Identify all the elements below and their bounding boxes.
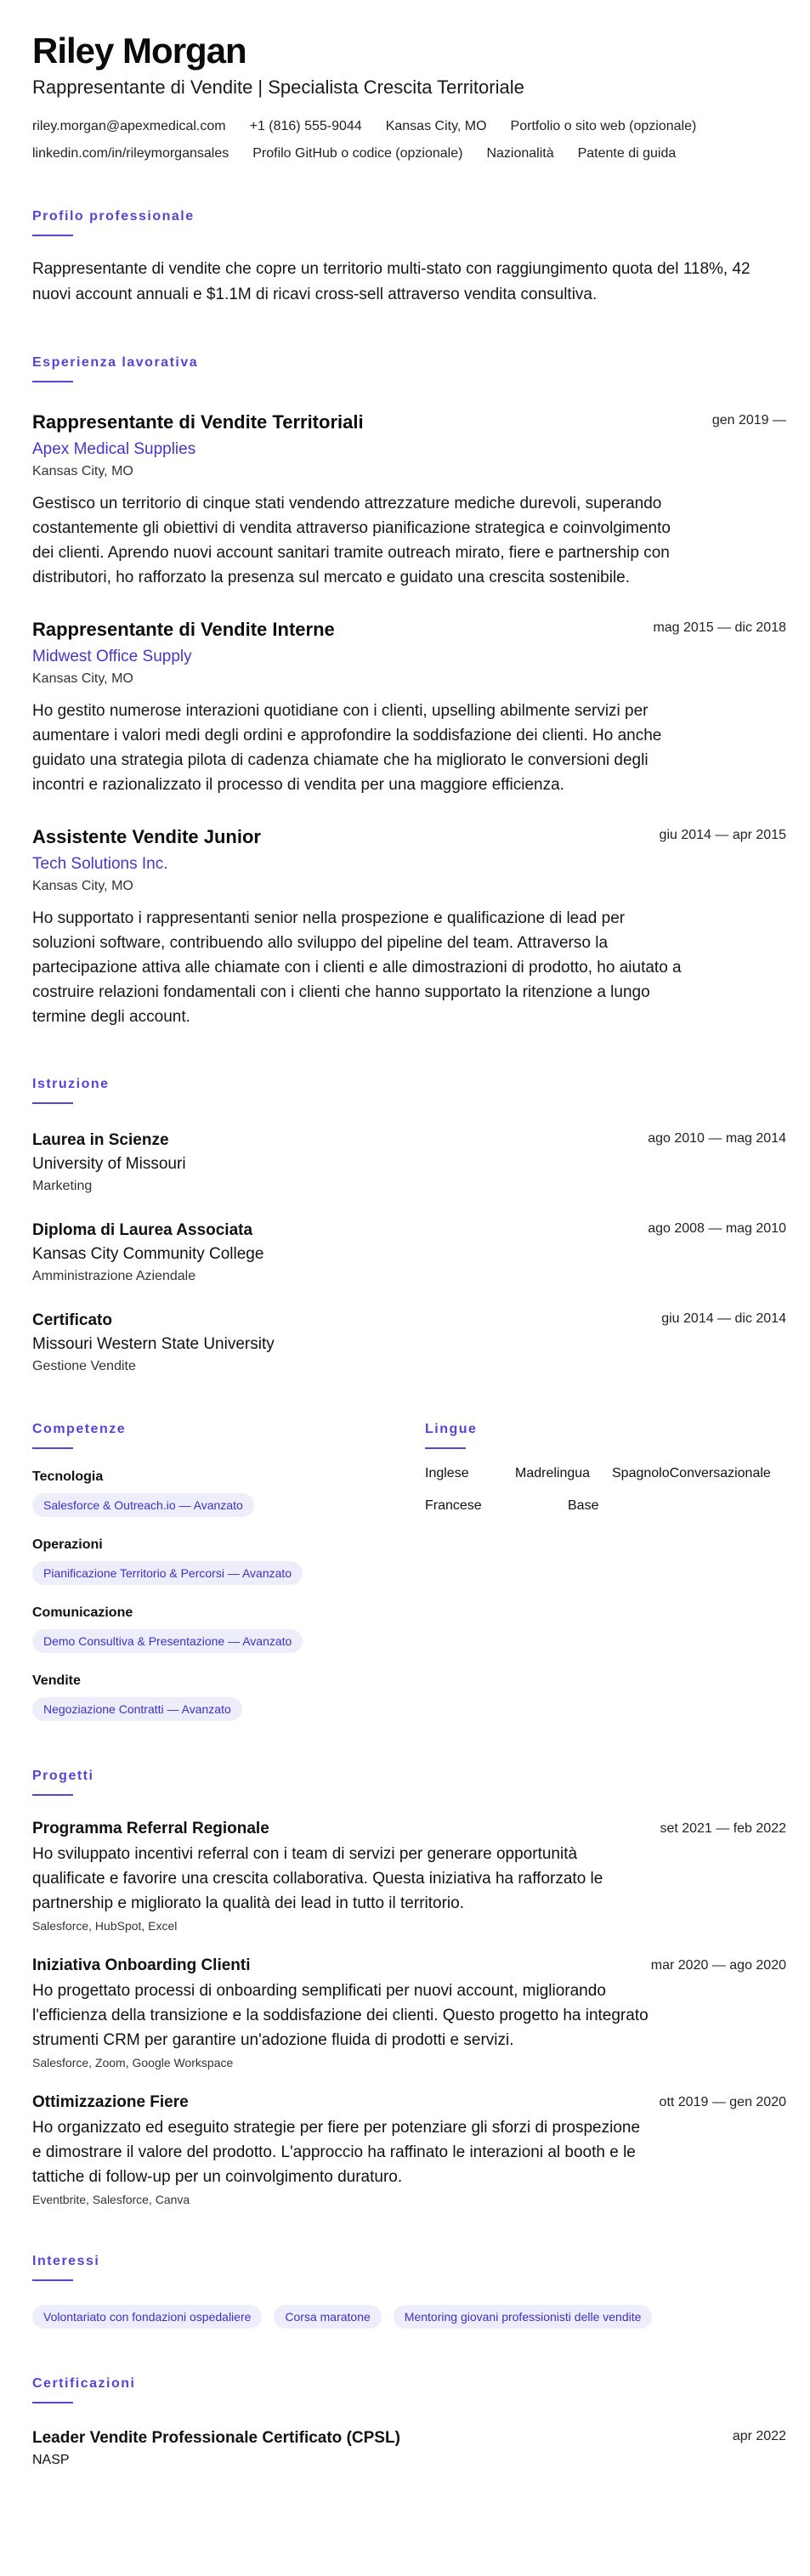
section-divider xyxy=(32,1794,73,1796)
language-name: Inglese xyxy=(425,1466,469,1480)
language-level: Base xyxy=(568,1498,599,1513)
interest-pill: Corsa maratone xyxy=(274,2305,381,2329)
skill-pill: Pianificazione Territorio & Percorsi — Avanzato xyxy=(32,1561,303,1585)
languages-section xyxy=(425,1422,786,1721)
project-title: Ottimizzazione Fiere xyxy=(32,2093,189,2111)
job-dates: gen 2019 — xyxy=(711,413,786,427)
job-company: Tech Solutions Inc. xyxy=(32,855,168,873)
project-description: Ho sviluppato incentivi referral con i team di servizi per generare opportunità qualificate e favorire una crescita collaborativa. Questa iniziativa ha rafforzato le partnership e migliorato la qualità dei lead in tutto il territorio. xyxy=(32,1845,603,1912)
projects-section xyxy=(32,1769,786,2206)
certification-entry xyxy=(32,2429,786,2468)
section-title-education: Istruzione xyxy=(32,1077,110,1091)
job-entry xyxy=(32,619,786,797)
skill-group-name: Tecnologia xyxy=(32,1469,104,1484)
job-description: Ho gestito numerose interazioni quotidiane con i clienti, upselling abilmente servizi per aumentare i valori medi degli ordini e approfondire la soddisfazione dei clienti. Ho anche guidato una strategia pilota di cadenza chiamate che ha migliorato le conversioni degli incontri e razionalizzato il processo di vendita per una maggiore efficienza. xyxy=(32,702,662,794)
education-dates: ago 2008 — mag 2010 xyxy=(648,1221,786,1236)
contact-list xyxy=(32,119,789,161)
section-divider xyxy=(32,2402,73,2403)
section-title-skills: Competenze xyxy=(32,1422,127,1436)
project-tools: Salesforce, Zoom, Google Workspace xyxy=(32,2056,234,2069)
job-dates: giu 2014 — apr 2015 xyxy=(659,828,786,842)
education-dates: giu 2014 — dic 2014 xyxy=(661,1311,786,1326)
skill-group xyxy=(32,1469,425,1517)
section-title-certifications: Certificazioni xyxy=(32,2376,136,2391)
interest-list xyxy=(32,2296,786,2329)
education-entry xyxy=(32,1311,786,1374)
skill-pill: Demo Consultiva & Presentazione — Avanzato xyxy=(32,1629,303,1653)
language-row xyxy=(425,1498,786,1514)
section-divider xyxy=(32,235,73,236)
education-degree: Laurea in Scienze xyxy=(32,1131,169,1149)
candidate-name: Riley Morgan xyxy=(32,31,246,71)
education-field: Marketing xyxy=(32,1179,93,1193)
profile-section xyxy=(32,209,786,308)
project-entry xyxy=(32,1956,786,2069)
section-divider xyxy=(32,2279,73,2281)
job-title: Rappresentante di Vendite Interne xyxy=(32,619,335,640)
education-school: Missouri Western State University xyxy=(32,1335,275,1353)
job-description: Gestisco un territorio di cinque stati vendendo attrezzature mediche durevoli, superando costantemente gli obiettivi di vendita attraverso pianificazione strategica e coinvolgimento dei clienti. Aprendo nuovi account sanitari tramite outreach mirato, fiere e partnership con distributori, ho rafforzato la presenza sul mercato e guidato una crescita sostenibile. xyxy=(32,495,671,586)
section-divider xyxy=(32,1447,73,1449)
job-title: Assistente Vendite Junior xyxy=(32,826,261,847)
project-description: Ho progettato processi di onboarding semplificati per nuovi account, migliorando l'efficienza della transizione e la soddisfazione dei clienti. Questo progetto ha integrato strumenti CRM per garantire un'adozione fluida di prodotti e servizi. xyxy=(32,1982,649,2049)
contact-linkedin[interactable]: linkedin.com/in/rileymorgansales xyxy=(32,146,229,161)
skills-languages-row xyxy=(32,1422,786,1721)
language-level: Madrelingua xyxy=(515,1466,591,1480)
contact-driving-license: Patente di guida xyxy=(577,146,677,161)
contact-email[interactable]: riley.morgan@apexmedical.com xyxy=(32,119,226,133)
skill-pill: Negoziazione Contratti — Avanzato xyxy=(32,1697,242,1721)
project-entry xyxy=(32,1820,786,1933)
resume-header xyxy=(32,31,786,161)
experience-section xyxy=(32,355,786,1029)
project-tools: Eventbrite, Salesforce, Canva xyxy=(32,2193,190,2206)
interest-pill: Volontariato con fondazioni ospedaliere xyxy=(32,2305,262,2329)
education-degree: Certificato xyxy=(32,1311,112,1329)
contact-portfolio[interactable]: Portfolio o sito web (opzionale) xyxy=(510,119,697,133)
section-divider xyxy=(32,1102,73,1104)
job-title: Rappresentante di Vendite Territoriali xyxy=(32,411,364,433)
education-field: Gestione Vendite xyxy=(32,1359,136,1373)
job-entry xyxy=(32,411,786,590)
contact-location: Kansas City, MO xyxy=(385,119,487,133)
contact-nationality: Nazionalità xyxy=(486,146,554,161)
education-degree: Diploma di Laurea Associata xyxy=(32,1221,253,1239)
project-title: Programma Referral Regionale xyxy=(32,1820,269,1837)
section-divider xyxy=(32,381,73,382)
education-entry xyxy=(32,1221,786,1284)
profile-summary: Rappresentante di vendite che copre un territorio multi-stato con raggiungimento quota del 118%, 42 nuovi account annuali e $1.1M di ricavi cross-sell attraverso vendita consultiva. xyxy=(32,260,751,303)
language-level: Conversazionale xyxy=(669,1466,771,1480)
certification-name: Leader Vendite Professionale Certificato (CPSL) xyxy=(32,2429,400,2447)
project-dates: ott 2019 — gen 2020 xyxy=(659,2095,786,2109)
section-title-interests: Interessi xyxy=(32,2254,100,2268)
interests-section xyxy=(32,2254,786,2329)
job-company: Apex Medical Supplies xyxy=(32,440,196,458)
interest-pill: Mentoring giovani professionisti delle vendite xyxy=(394,2305,653,2329)
education-dates: ago 2010 — mag 2014 xyxy=(648,1131,786,1146)
certification-issuer: NASP xyxy=(32,2453,70,2467)
project-dates: set 2021 — feb 2022 xyxy=(660,1821,786,1836)
skill-group xyxy=(32,1673,425,1721)
education-field: Amministrazione Aziendale xyxy=(32,1269,196,1283)
contact-phone[interactable]: +1 (816) 555-9044 xyxy=(249,119,362,133)
education-school: University of Missouri xyxy=(32,1155,186,1173)
job-description: Ho supportato i rappresentanti senior nella prospezione e qualificazione di lead per soluzioni software, contribuendo allo sviluppo del pipeline del team. Attraverso la partecipazione attiva alle chiamate con i clienti e alle dimostrazioni di prodotto, ho aiutato a costruire relazioni fondamentali con i clienti che hanno supportato la ritenzione a lungo termine degli account. xyxy=(32,909,682,1026)
skill-group xyxy=(32,1605,425,1653)
job-location: Kansas City, MO xyxy=(32,464,133,478)
section-title-profile: Profilo professionale xyxy=(32,209,195,224)
project-title: Iniziativa Onboarding Clienti xyxy=(32,1956,251,1974)
skill-group xyxy=(32,1537,425,1585)
job-dates: mag 2015 — dic 2018 xyxy=(653,620,786,635)
section-title-languages: Lingue xyxy=(425,1422,478,1436)
candidate-headline: Rappresentante di Vendite | Specialista Crescita Territoriale xyxy=(32,76,524,98)
language-name: Francese xyxy=(425,1498,482,1513)
section-divider xyxy=(425,1447,466,1449)
skill-group-name: Comunicazione xyxy=(32,1605,133,1620)
project-description: Ho organizzato ed eseguito strategie per fiere per potenziare gli sforzi di prospezione e dimostrare il valore del prodotto. L'approccio ha raffinato le interazioni al booth e le tattiche di follow-up per un coinvolgimento duraturo. xyxy=(32,2119,641,2186)
project-tools: Salesforce, HubSpot, Excel xyxy=(32,1919,178,1933)
language-name: Spagnolo xyxy=(612,1466,670,1480)
job-location: Kansas City, MO xyxy=(32,879,133,893)
skills-section xyxy=(32,1422,425,1721)
education-school: Kansas City Community College xyxy=(32,1245,264,1263)
certifications-section xyxy=(32,2376,786,2468)
job-entry xyxy=(32,826,786,1029)
job-location: Kansas City, MO xyxy=(32,671,133,686)
education-section xyxy=(32,1077,786,1374)
contact-github[interactable]: Profilo GitHub o codice (opzionale) xyxy=(252,146,463,161)
skill-group-name: Operazioni xyxy=(32,1537,103,1552)
job-company: Midwest Office Supply xyxy=(32,648,192,665)
section-title-experience: Esperienza lavorativa xyxy=(32,355,199,370)
skill-group-name: Vendite xyxy=(32,1673,81,1688)
project-dates: mar 2020 — ago 2020 xyxy=(650,1958,786,1973)
language-row xyxy=(425,1466,786,1481)
certification-date: apr 2022 xyxy=(732,2429,786,2443)
skill-pill: Salesforce & Outreach.io — Avanzato xyxy=(32,1493,254,1517)
project-entry xyxy=(32,2093,786,2206)
education-entry xyxy=(32,1131,786,1194)
section-title-projects: Progetti xyxy=(32,1769,94,1783)
